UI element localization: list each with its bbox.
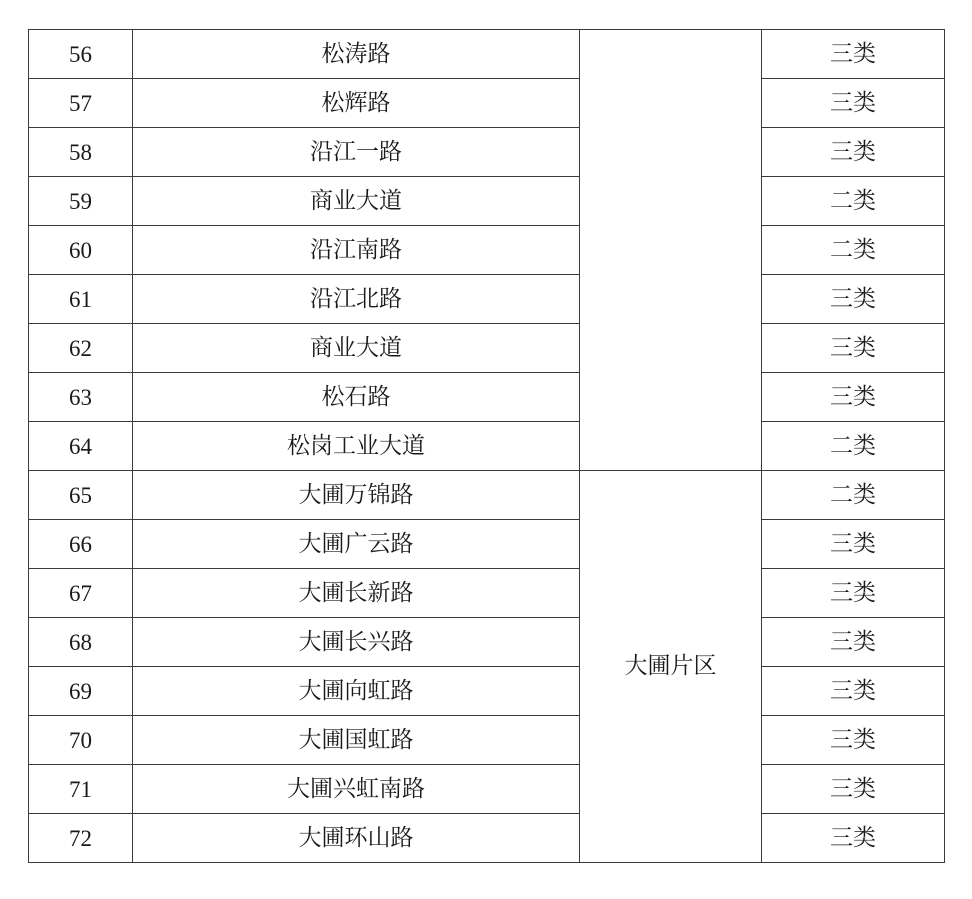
row-number: 59 <box>29 177 133 226</box>
road-category: 三类 <box>762 128 945 177</box>
table-row <box>29 30 945 79</box>
table-row <box>29 667 945 716</box>
road-name: 大圃环山路 <box>133 814 580 863</box>
row-number: 61 <box>29 275 133 324</box>
road-category: 三类 <box>762 520 945 569</box>
table-row <box>29 128 945 177</box>
road-category: 三类 <box>762 569 945 618</box>
road-name: 沿江南路 <box>133 226 580 275</box>
road-name: 松岗工业大道 <box>133 422 580 471</box>
table-row <box>29 716 945 765</box>
table-row <box>29 618 945 667</box>
road-category: 三类 <box>762 765 945 814</box>
table-row <box>29 324 945 373</box>
table-row <box>29 422 945 471</box>
road-name: 松石路 <box>133 373 580 422</box>
road-category: 二类 <box>762 422 945 471</box>
road-name: 大圃国虹路 <box>133 716 580 765</box>
road-name: 商业大道 <box>133 324 580 373</box>
row-number: 66 <box>29 520 133 569</box>
road-category: 三类 <box>762 79 945 128</box>
road-category: 三类 <box>762 324 945 373</box>
area-cell: 大圃片区 <box>580 471 762 863</box>
row-number: 70 <box>29 716 133 765</box>
road-category: 二类 <box>762 471 945 520</box>
road-name: 大圃长兴路 <box>133 618 580 667</box>
table-row <box>29 520 945 569</box>
table-row <box>29 471 945 520</box>
row-number: 62 <box>29 324 133 373</box>
table-row <box>29 814 945 863</box>
road-name: 大圃长新路 <box>133 569 580 618</box>
road-name: 大圃兴虹南路 <box>133 765 580 814</box>
road-name: 大圃向虹路 <box>133 667 580 716</box>
road-name: 大圃万锦路 <box>133 471 580 520</box>
road-name: 大圃广云路 <box>133 520 580 569</box>
table-row <box>29 275 945 324</box>
road-name: 松涛路 <box>133 30 580 79</box>
table-row <box>29 373 945 422</box>
row-number: 69 <box>29 667 133 716</box>
road-category: 三类 <box>762 275 945 324</box>
row-number: 68 <box>29 618 133 667</box>
row-number: 60 <box>29 226 133 275</box>
road-classification-table <box>28 29 945 863</box>
road-name: 商业大道 <box>133 177 580 226</box>
table-row <box>29 79 945 128</box>
road-category: 三类 <box>762 814 945 863</box>
road-name: 沿江一路 <box>133 128 580 177</box>
row-number: 67 <box>29 569 133 618</box>
road-category: 二类 <box>762 226 945 275</box>
road-category: 三类 <box>762 667 945 716</box>
table-row <box>29 226 945 275</box>
row-number: 72 <box>29 814 133 863</box>
row-number: 71 <box>29 765 133 814</box>
row-number: 64 <box>29 422 133 471</box>
road-category: 三类 <box>762 716 945 765</box>
road-category: 三类 <box>762 30 945 79</box>
road-name: 沿江北路 <box>133 275 580 324</box>
row-number: 65 <box>29 471 133 520</box>
table-row <box>29 177 945 226</box>
area-cell <box>580 30 762 471</box>
road-category: 三类 <box>762 618 945 667</box>
table-row <box>29 765 945 814</box>
row-number: 56 <box>29 30 133 79</box>
row-number: 58 <box>29 128 133 177</box>
row-number: 63 <box>29 373 133 422</box>
road-name: 松辉路 <box>133 79 580 128</box>
row-number: 57 <box>29 79 133 128</box>
road-category: 二类 <box>762 177 945 226</box>
table-body <box>29 30 945 863</box>
table-row <box>29 569 945 618</box>
road-category: 三类 <box>762 373 945 422</box>
